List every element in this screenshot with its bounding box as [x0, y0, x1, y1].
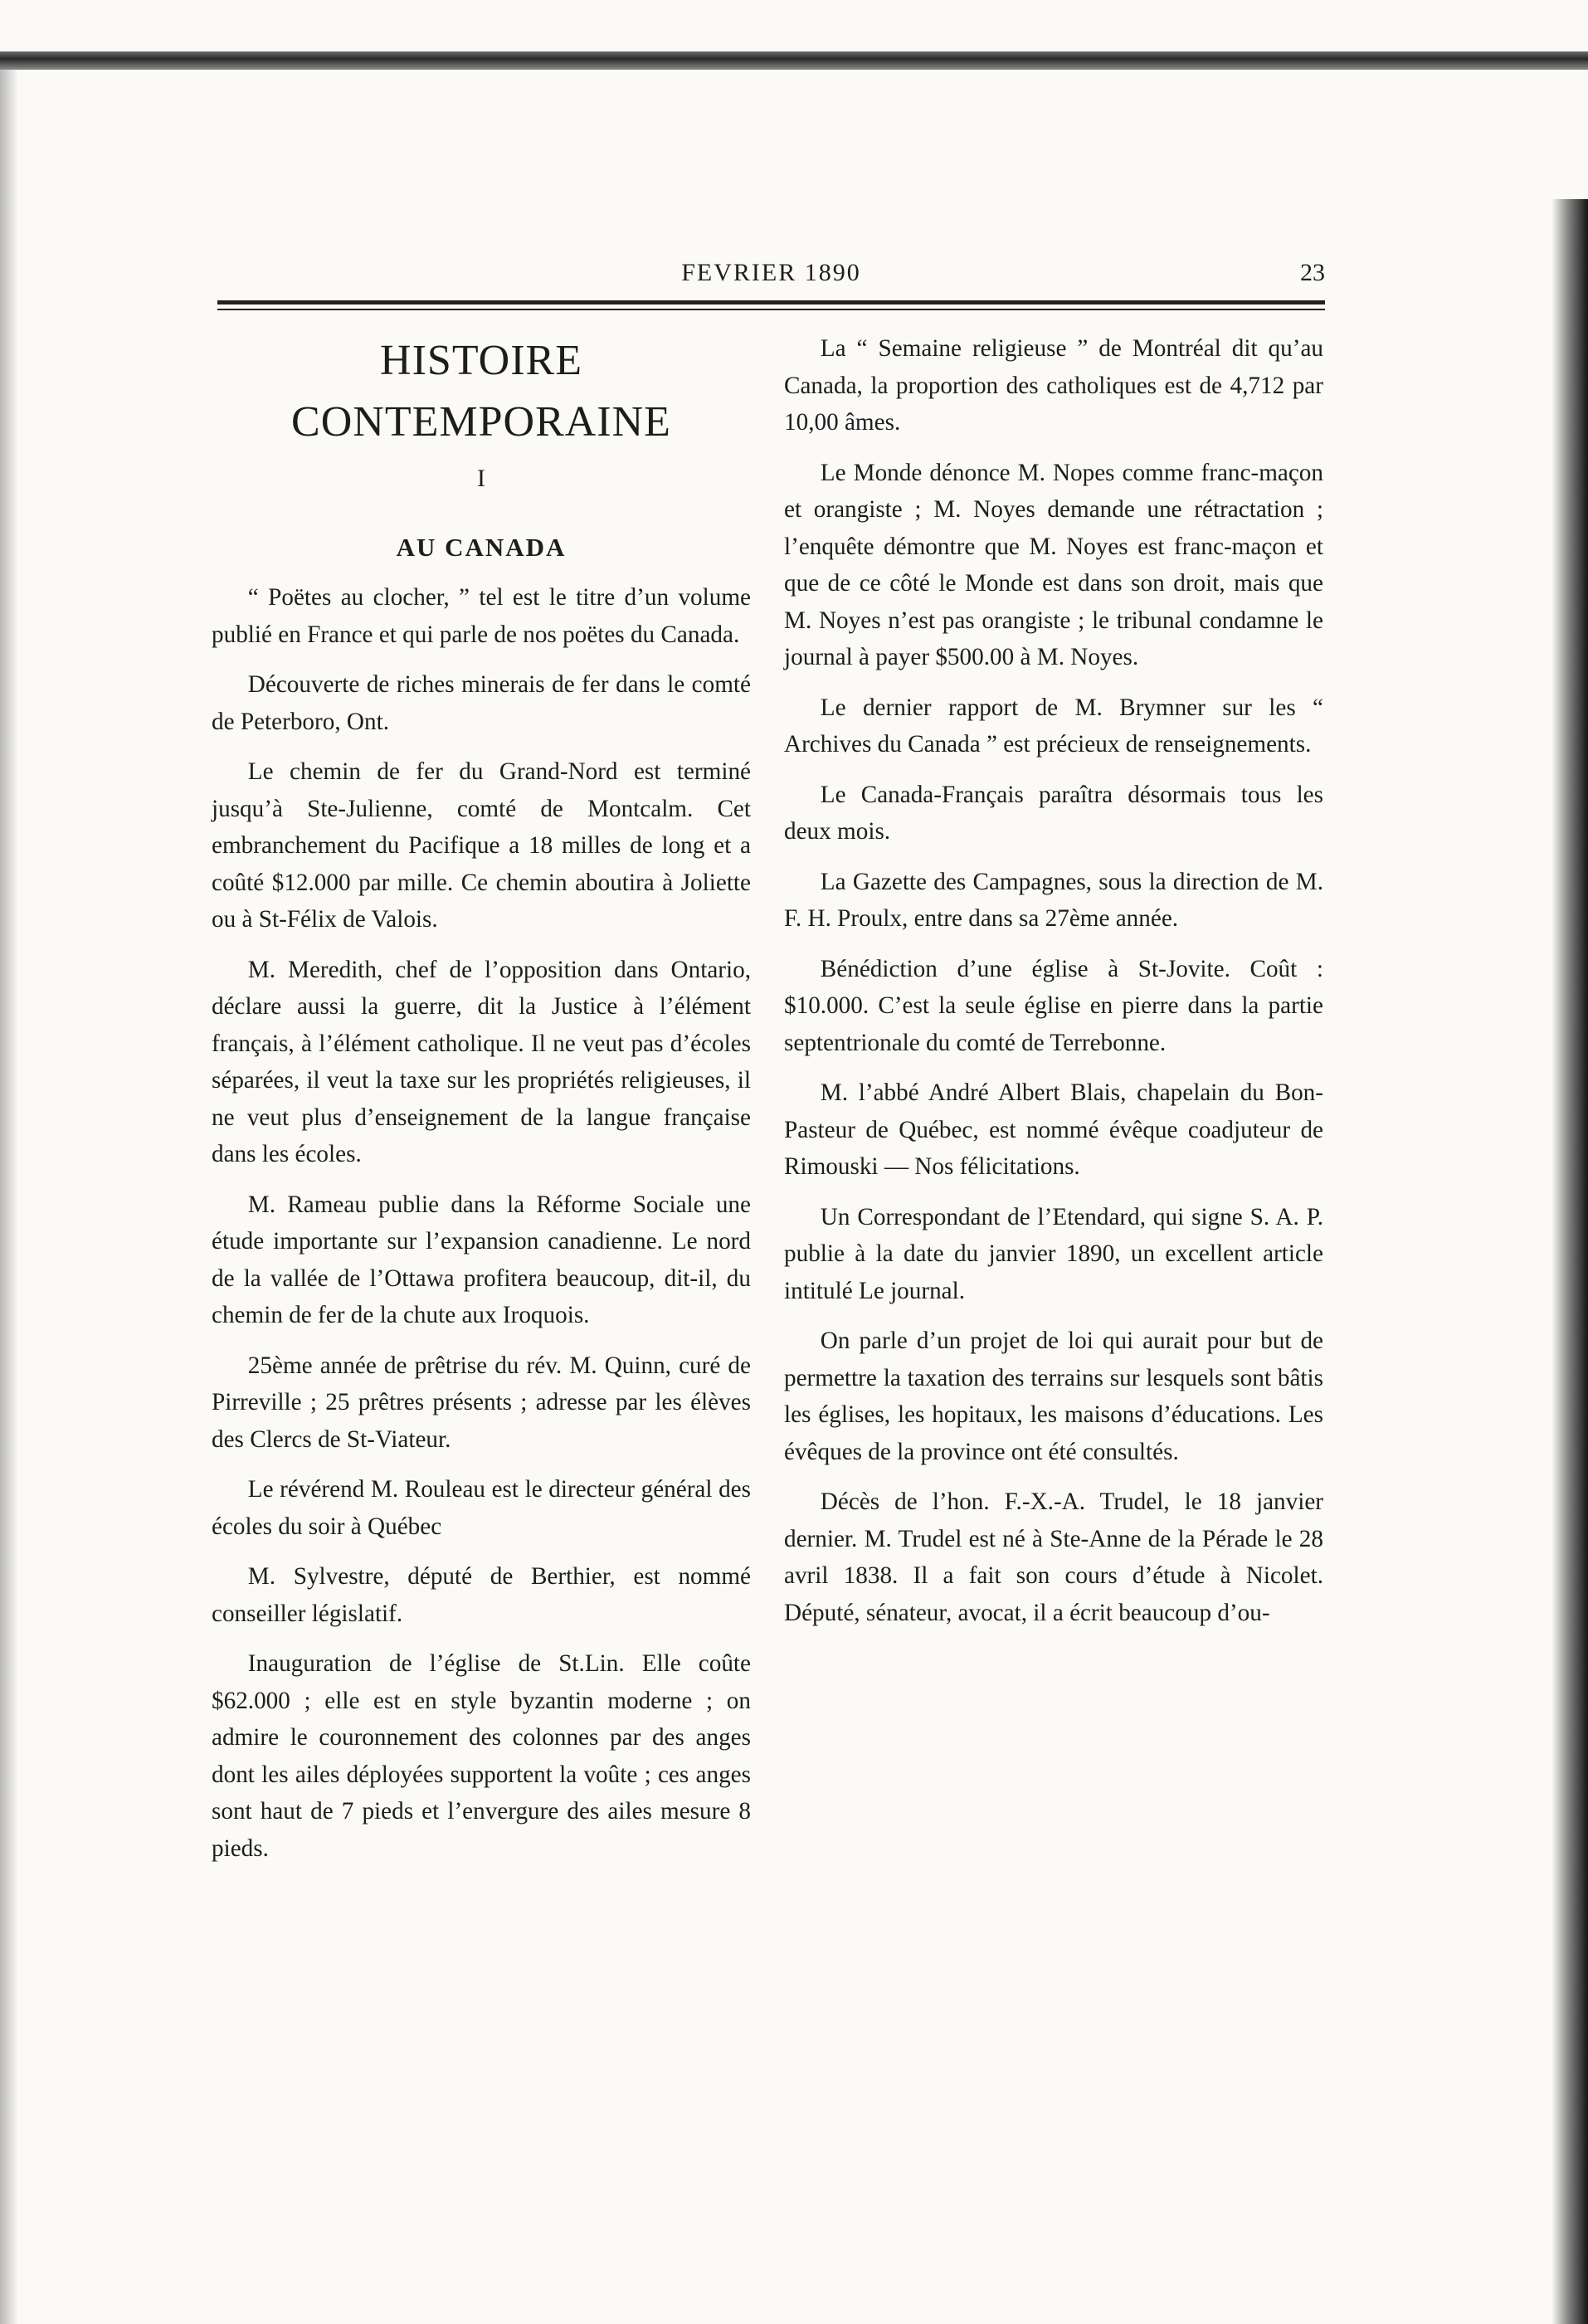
news-item: “ Poëtes au clocher, ” tel est le titre d’un volume publié en France et qui parle de nos poëtes du Canada.: [212, 584, 751, 648]
page-number: 23: [1300, 259, 1325, 286]
news-item: Le révérend M. Rouleau est le directeur général des écoles du soir à Québec: [212, 1476, 751, 1540]
news-item: M. Meredith, chef de l’opposition dans Ontario, déclare aussi la guerre, dit la Justice à l’élément français, à l’élément catholique. Il ne veut pas d’écoles séparées, il veut la taxe sur les propriétés religieuses, il ne veut plus d’enseignement de la langue française dans les écoles.: [212, 956, 751, 1167]
news-item: Le Canada-Français paraîtra désormais tous les deux mois.: [784, 781, 1323, 845]
news-item: Le dernier rapport de M. Brymner sur les “ Archives du Canada ” est précieux de renseignements.: [784, 694, 1323, 758]
news-item: La “ Semaine religieuse ” de Montréal dit qu’au Canada, la proportion des catholiques est de 4,712 par 10,00 âmes.: [784, 335, 1323, 436]
scan-right-shadow: [1551, 199, 1588, 2324]
header-rule-thin: [217, 309, 1325, 310]
running-head: [217, 259, 1325, 295]
news-item: Un Correspondant de l’Etendard, qui signe S. A. P. publie à la date du janvier 1890, un excellent article intitulé Le journal.: [784, 1203, 1323, 1304]
scan-top-edge: [0, 51, 1588, 70]
header-rule-thick: [217, 300, 1325, 305]
news-item: M. l’abbé André Albert Blais, chapelain du Bon-Pasteur de Québec, est nommé évêque coadjuteur de Rimouski — Nos félicitations.: [784, 1079, 1323, 1180]
news-item: Décès de l’hon. F.-X.-A. Trudel, le 18 janvier dernier. M. Trudel est né à Ste-Anne de la Pérade le 28 avril 1838. Il a fait son cours d’étude à Nicolet. Député, sénateur, avocat, il a écrit beaucoup d’ou-: [784, 1488, 1323, 1626]
news-item: La Gazette des Campagnes, sous la direction de M. F. H. Proulx, entre dans sa 27ème année.: [784, 868, 1323, 932]
section-number: I: [477, 465, 485, 492]
right-column: [784, 330, 1323, 1644]
news-item: Inauguration de l’église de St.Lin. Elle coûte $62.000 ; elle est en style byzantin moderne ; on admire le couronnement des colonnes par des anges dont les ailes déployées supportent la voûte ; ces anges sont haut de 7 pieds et l’envergure des ailes mesure 8 pieds.: [212, 1650, 751, 1862]
news-item: 25ème année de prêtrise du rév. M. Quinn, curé de Pirreville ; 25 prêtres présents ; adresse par les élèves des Clercs de St-Viateur.: [212, 1352, 751, 1453]
news-item: M. Sylvestre, député de Berthier, est nommé conseiller législatif.: [212, 1563, 751, 1627]
news-item: On parle d’un projet de loi qui aurait pour but de permettre la taxation des terrains sur lesquels sont bâtis les églises, les hopitaux, les maisons d’éducations. Les évêques de la province ont été consultés.: [784, 1328, 1323, 1465]
running-title: FEVRIER 1890: [681, 259, 861, 286]
news-item: M. Rameau publie dans la Réforme Sociale une étude importante sur l’expansion canadienne. Le nord de la vallée de l’Ottawa profitera beaucoup, dit-il, du chemin de fer de la chute aux Iroquois.: [212, 1191, 751, 1328]
subsection-title: AU CANADA: [396, 533, 567, 562]
news-item: Découverte de riches minerais de fer dans le comté de Peterboro, Ont.: [212, 671, 751, 735]
scan-left-shadow: [0, 70, 18, 2324]
news-item: Le chemin de fer du Grand-Nord est terminé jusqu’à Ste-Julienne, comté de Montcalm. Cet embranchement du Pacifique a 18 milles de long et a coûté $12.000 par mille. Ce chemin aboutira à Joliette ou à St-Félix de Valois.: [212, 758, 751, 933]
section-title: HISTOIRE CONTEMPORAINE: [291, 337, 671, 446]
left-column: [212, 330, 751, 1880]
news-item: Le Monde dénonce M. Nopes comme franc-maçon et orangiste ; M. Noyes demande une rétractation ; l’enquête démontre que M. Noyes est franc-maçon et que de ce côté le Monde est dans son droit, mais que M. Noyes n’est pas orangiste ; le tribunal condamne le journal à payer $500.00 à M. Noyes.: [784, 459, 1323, 670]
news-item: Bénédiction d’une église à St-Jovite. Coût : $10.000. C’est la seule église en pierre dans la partie septentrionale du comté de Terrebonne.: [784, 955, 1323, 1056]
